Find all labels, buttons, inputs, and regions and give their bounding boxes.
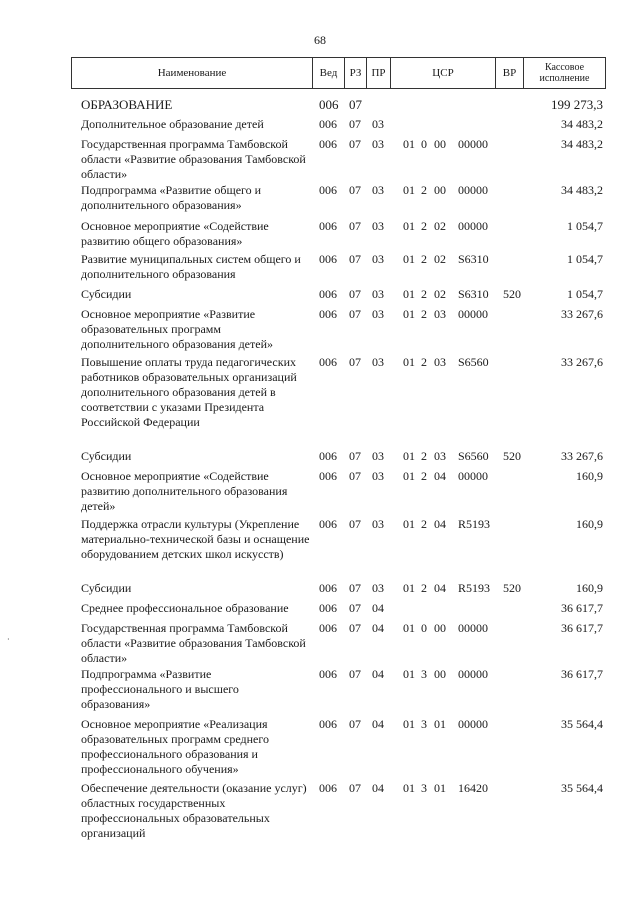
cell-rz: 07 (349, 601, 361, 615)
cell-name: Основное мероприятие «Развитие образовательных программ дополнительного образования детей» (81, 307, 273, 351)
cell-sum: 1 054,7 (567, 252, 603, 266)
cell-sum: 160,9 (576, 517, 603, 531)
cell-ved: 006 (319, 517, 337, 531)
cell-c4: 00000 (458, 621, 488, 635)
cell-ved: 006 (319, 183, 337, 197)
cell-name: Основное мероприятие «Содействие развитию дополнительного образования детей» (81, 469, 288, 513)
cell-rz: 07 (349, 667, 361, 681)
cell-sum: 35 564,4 (561, 781, 603, 795)
cell-c4: 00000 (458, 307, 488, 321)
cell-pr: 03 (372, 117, 384, 131)
cell-sum: 160,9 (576, 581, 603, 595)
cell-pr: 03 (372, 137, 384, 151)
cell-c3: 03 (434, 355, 446, 369)
cell-pr: 03 (372, 517, 384, 531)
cell-c1: 01 (403, 621, 415, 635)
cell-c2: 2 (421, 517, 427, 531)
cell-c1: 01 (403, 469, 415, 483)
cell-c2: 0 (421, 621, 427, 635)
cell-name: Основное мероприятие «Содействие развитию общего образования» (81, 219, 269, 248)
cell-c4: R5193 (458, 581, 491, 595)
cell-c1: 01 (403, 355, 415, 369)
header-vr: ВР (496, 58, 524, 88)
cell-c2: 3 (421, 667, 427, 681)
cell-c4: R5193 (458, 517, 491, 531)
cell-c3: 00 (434, 183, 446, 197)
cell-ved: 006 (319, 781, 337, 795)
cell-name: Развитие муниципальных систем общего и дополнительного образования (81, 252, 301, 281)
cell-name: Субсидии (81, 287, 132, 301)
cell-name: Повышение оплаты труда педагогических работников образовательных организаций дополнительного образования детей в соответствии с указами Президента Российской Федерации (81, 355, 297, 429)
cell-ved: 006 (319, 621, 337, 635)
cell-c4: 00000 (458, 667, 488, 681)
cell-rz: 07 (349, 449, 361, 463)
cell-sum: 35 564,4 (561, 717, 603, 731)
page-number: 68 (314, 33, 326, 47)
cell-c1: 01 (403, 717, 415, 731)
table-header (71, 57, 606, 89)
cell-ved: 006 (319, 287, 337, 301)
cell-c3: 01 (434, 717, 446, 731)
cell-rz: 07 (349, 183, 361, 197)
cell-sum: 33 267,6 (561, 355, 603, 369)
cell-rz: 07 (349, 137, 361, 151)
cell-c4: 00000 (458, 183, 488, 197)
cell-rz: 07 (349, 117, 361, 131)
cell-c3: 02 (434, 219, 446, 233)
cell-pr: 04 (372, 601, 384, 615)
cell-c1: 01 (403, 307, 415, 321)
cell-rz: 07 (349, 97, 362, 112)
cell-c1: 01 (403, 252, 415, 266)
cell-ved: 006 (319, 581, 337, 595)
cell-name: Государственная программа Тамбовской области «Развитие образования Тамбовской области» (81, 137, 306, 181)
cell-c1: 01 (403, 183, 415, 197)
cell-sum: 34 483,2 (561, 183, 603, 197)
cell-rz: 07 (349, 621, 361, 635)
cell-pr: 04 (372, 667, 384, 681)
cell-c4: 00000 (458, 469, 488, 483)
cell-c3: 04 (434, 581, 446, 595)
cell-c1: 01 (403, 667, 415, 681)
cell-pr: 03 (372, 307, 384, 321)
cell-rz: 07 (349, 781, 361, 795)
cell-c2: 3 (421, 781, 427, 795)
cell-rz: 07 (349, 307, 361, 321)
cell-ved: 006 (319, 137, 337, 151)
cell-c1: 01 (403, 219, 415, 233)
cell-ved: 006 (319, 601, 337, 615)
cell-name: Подпрограмма «Развитие профессионального и высшего образования» (81, 667, 239, 711)
cell-c2: 2 (421, 355, 427, 369)
header-name: Наименование (72, 58, 313, 88)
cell-rz: 07 (349, 581, 361, 595)
cell-ved: 006 (319, 717, 337, 731)
cell-sum: 36 617,7 (561, 601, 603, 615)
cell-c4: S6310 (458, 252, 489, 266)
cell-pr: 03 (372, 287, 384, 301)
cell-name: Дополнительное образование детей (81, 117, 264, 131)
cell-ved: 006 (319, 252, 337, 266)
cell-rz: 07 (349, 517, 361, 531)
cell-c1: 01 (403, 449, 415, 463)
cell-pr: 04 (372, 781, 384, 795)
cell-sum: 34 483,2 (561, 117, 603, 131)
cell-ved: 006 (319, 219, 337, 233)
cell-ved: 006 (319, 469, 337, 483)
cell-c3: 04 (434, 469, 446, 483)
cell-ved: 006 (319, 117, 337, 131)
cell-sum: 1 054,7 (567, 287, 603, 301)
cell-pr: 03 (372, 581, 384, 595)
cell-c4: 00000 (458, 219, 488, 233)
cell-c2: 2 (421, 183, 427, 197)
cell-name: Подпрограмма «Развитие общего и дополнительного образования» (81, 183, 262, 212)
cell-c3: 02 (434, 287, 446, 301)
cell-sum: 160,9 (576, 469, 603, 483)
cell-c2: 2 (421, 449, 427, 463)
cell-name: Поддержка отрасли культуры (Укрепление материально-технической базы и оснащение оборудованием детских школ искусств) (81, 517, 310, 561)
cell-c3: 00 (434, 667, 446, 681)
cell-c3: 03 (434, 307, 446, 321)
cell-c1: 01 (403, 137, 415, 151)
cell-ved: 006 (319, 449, 337, 463)
cell-c3: 03 (434, 449, 446, 463)
cell-sum: 33 267,6 (561, 449, 603, 463)
cell-pr: 04 (372, 717, 384, 731)
cell-ved: 006 (319, 667, 337, 681)
cell-c4: 00000 (458, 137, 488, 151)
cell-c1: 01 (403, 287, 415, 301)
cell-c3: 00 (434, 621, 446, 635)
cell-rz: 07 (349, 219, 361, 233)
cell-ved: 006 (319, 307, 337, 321)
cell-name: Основное мероприятие «Реализация образовательных программ среднего профессионального образования и профессионального обучения» (81, 717, 269, 776)
cell-rz: 07 (349, 355, 361, 369)
cell-c4: S6310 (458, 287, 489, 301)
cell-c2: 2 (421, 219, 427, 233)
cell-c2: 0 (421, 137, 427, 151)
cell-vr: 520 (503, 287, 521, 301)
cell-c2: 2 (421, 469, 427, 483)
cell-c3: 04 (434, 517, 446, 531)
header-pr: ПР (367, 58, 391, 88)
cell-pr: 03 (372, 449, 384, 463)
cell-c1: 01 (403, 581, 415, 595)
cell-c4: 00000 (458, 717, 488, 731)
cell-c4: S6560 (458, 355, 489, 369)
cell-sum: 199 273,3 (551, 97, 603, 112)
cell-ved: 006 (319, 355, 337, 369)
cell-pr: 03 (372, 355, 384, 369)
cell-c4: S6560 (458, 449, 489, 463)
header-ved: Вед (313, 58, 345, 88)
cell-c4: 16420 (458, 781, 488, 795)
cell-pr: 03 (372, 219, 384, 233)
cell-sum: 34 483,2 (561, 137, 603, 151)
cell-vr: 520 (503, 449, 521, 463)
cell-c2: 2 (421, 307, 427, 321)
margin-mark: · (7, 635, 10, 644)
cell-c3: 02 (434, 252, 446, 266)
cell-c2: 2 (421, 287, 427, 301)
cell-c3: 01 (434, 781, 446, 795)
header-rz: РЗ (345, 58, 367, 88)
cell-pr: 03 (372, 252, 384, 266)
cell-c2: 2 (421, 252, 427, 266)
cell-pr: 03 (372, 469, 384, 483)
cell-sum: 36 617,7 (561, 667, 603, 681)
cell-name: Среднее профессиональное образование (81, 601, 289, 615)
cell-sum: 1 054,7 (567, 219, 603, 233)
cell-rz: 07 (349, 287, 361, 301)
cell-c2: 2 (421, 581, 427, 595)
header-csr: ЦСР (391, 58, 496, 88)
cell-c1: 01 (403, 781, 415, 795)
cell-sum: 36 617,7 (561, 621, 603, 635)
cell-c3: 00 (434, 137, 446, 151)
cell-pr: 03 (372, 183, 384, 197)
cell-name: Государственная программа Тамбовской области «Развитие образования Тамбовской области» (81, 621, 306, 665)
header-sum: Кассовое исполнение (539, 62, 590, 84)
cell-rz: 07 (349, 252, 361, 266)
cell-name: Субсидии (81, 581, 132, 595)
cell-sum: 33 267,6 (561, 307, 603, 321)
cell-pr: 04 (372, 621, 384, 635)
cell-name: Субсидии (81, 449, 132, 463)
cell-name: ОБРАЗОВАНИЕ (81, 97, 173, 112)
cell-ved: 006 (319, 97, 339, 112)
cell-name: Обеспечение деятельности (оказание услуг) областных государственных профессиональных образовательных организаций (81, 781, 307, 840)
cell-c1: 01 (403, 517, 415, 531)
cell-rz: 07 (349, 717, 361, 731)
cell-vr: 520 (503, 581, 521, 595)
cell-rz: 07 (349, 469, 361, 483)
cell-c2: 3 (421, 717, 427, 731)
